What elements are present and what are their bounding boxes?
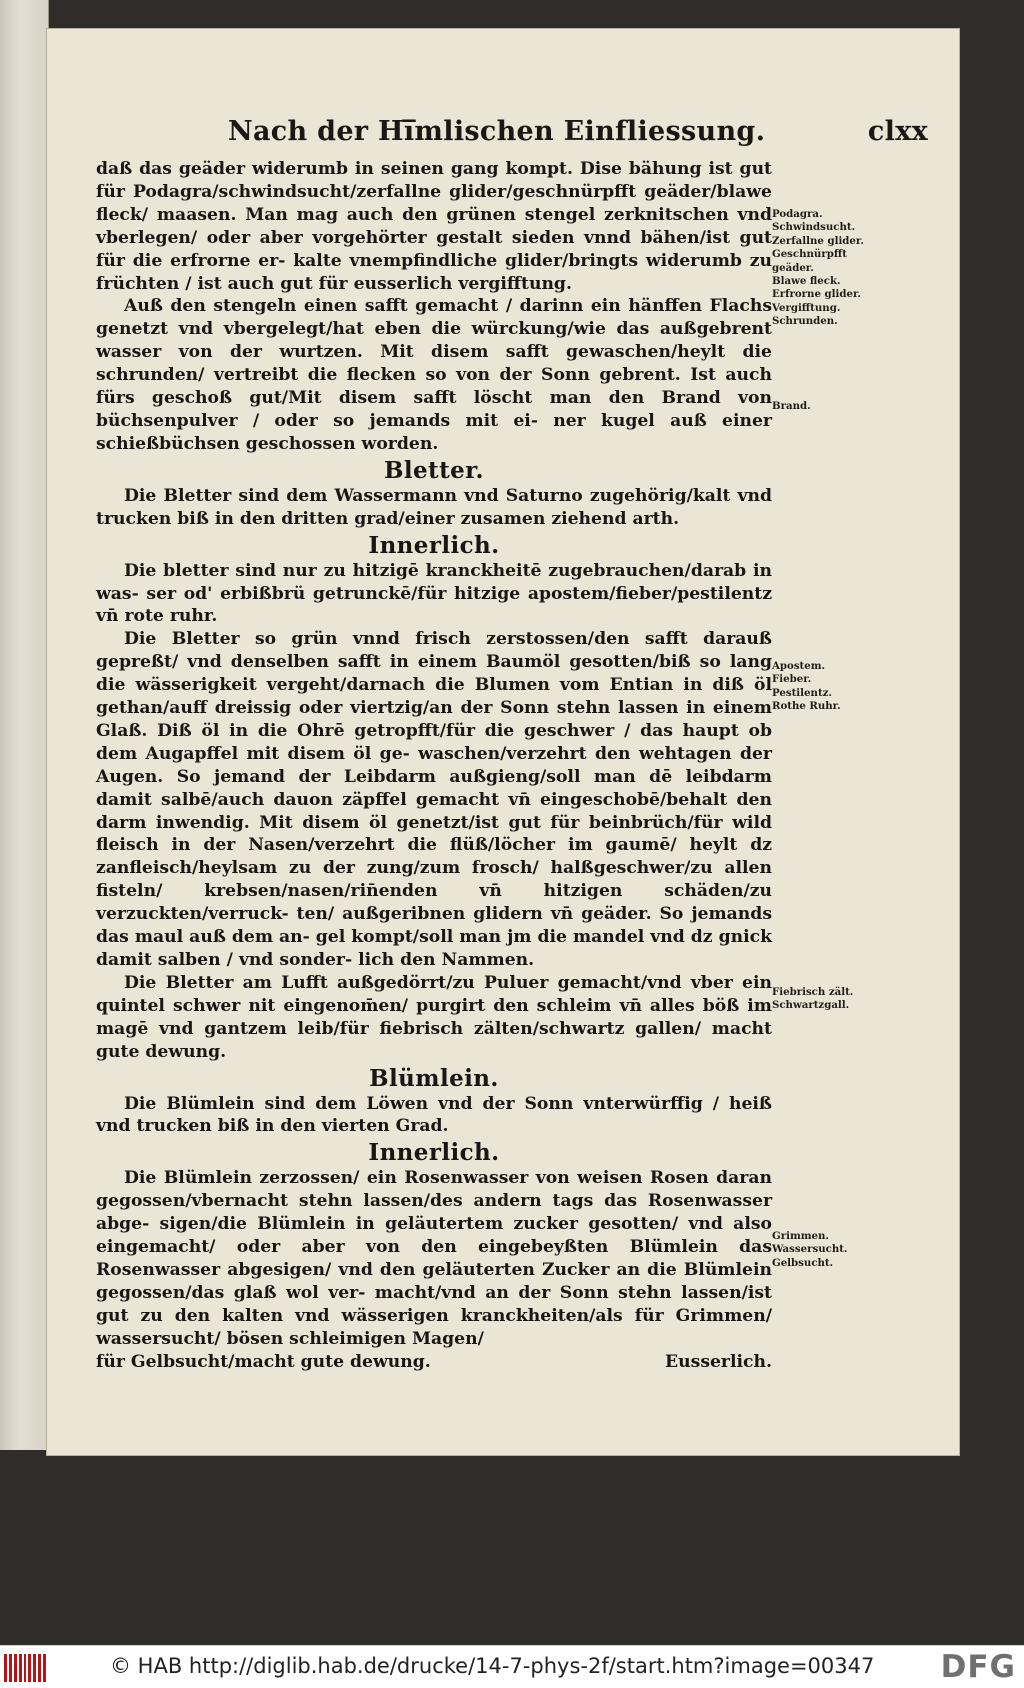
margin-note-group (772, 400, 878, 413)
paragraph-end: für Gelbsucht/macht gute dewung. (96, 1351, 431, 1372)
margin-note: Brand. (772, 400, 811, 412)
last-line (96, 1351, 772, 1374)
margin-note: Fieber. (772, 673, 812, 686)
margin-note: Wassersucht. (772, 1243, 848, 1256)
margin-note: Apostem. (772, 660, 826, 672)
paragraph: Auß den stengeln einen safft gemacht / darinn ein hänffen Flachs genetzt vnd vbergelegt/hat eben die würckung/wie das außgebrent wasser von der wurtzen. Mit disem safft gewaschen/heylt die schrunden/ vertreibt die flecken so von der Sonn gebrent. Ist auch fürs geschoß gut/Mit disem safft löscht man den Brand von büchsenpulver / oder so jemands mit ei- ner kugel auß einer schießbüchsen geschossen worden. (96, 296, 772, 454)
margin-note: Rothe Ruhr. (772, 700, 841, 713)
section-heading: Blümlein. (369, 1064, 499, 1092)
viewer-footer (0, 1645, 1024, 1688)
paragraph: Die bletter sind nur zu hitzigē kranckheitē zugebrauchen/darab in was- ser od' erbißbrü getrunckē/für hitzige apostem/fieber/pestilentz vn̄ rote ruhr. (96, 560, 772, 627)
margin-note: Pestilentz. (772, 686, 832, 699)
margin-note: Zerfallne glider. (772, 234, 864, 247)
page-header (228, 116, 928, 162)
margin-note: geäder. (772, 261, 814, 274)
margin-note: Gelbsucht. (772, 1256, 834, 1269)
running-title: Nach der Hi̅mlischen Einfliessung. (228, 116, 766, 147)
margin-note: Erfrorne glider. (772, 288, 861, 301)
copyright-link[interactable]: © HAB http://diglib.hab.de/drucke/14-7-phys-2f/start.htm?image=00347 (110, 1654, 875, 1678)
hab-barcode-icon (4, 1654, 46, 1682)
page-body (96, 158, 772, 1374)
margin-note: Schrunden. (772, 315, 838, 328)
margin-note: Fiebrisch zält. (772, 986, 854, 998)
folio-number: clxx (867, 116, 928, 147)
margin-note-group (772, 1230, 878, 1270)
margin-note: Schwartzgall. (772, 999, 850, 1012)
section-heading: Innerlich. (368, 531, 500, 559)
margin-note: Podagra. (772, 208, 823, 220)
paragraph: daß das geäder widerumb in seinen gang kompt. Dise bähung ist gut für Podagra/schwindsucht/zerfallne glider/geschnürpfft geäder/blawe fleck/ maasen. Man mag auch den grünen stengel zerknitschen vnd vberlegen/ oder aber vorgehörter gestalt sieden vnnd bähen/ist gut für die erfrorne er- kalte vnempfindliche glider/bringts widerumb zu früchten / ist auch gut für eusserlich vergifftung. (96, 159, 772, 294)
margin-note: Geschnürpfft (772, 248, 847, 261)
section-heading: Bletter. (384, 456, 484, 484)
paragraph: Die Bletter so grün vnnd frisch zerstossen/den safft darauß gepreßt/ vnd denselben safft in einem Baumöl gesotten/biß so lang die wässerigkeit vergeht/darnach die Blumen vom Entian in diß öl gethan/auff dreissig oder viertzig/an der Sonn stehn lassen in einem Glaß. Diß öl in die Ohrē getropfft/für die geschwer / das haupt ob dem Augapffel mit disem öl ge- waschen/verzehrt den wehtagen der Augen. So jemand der Leibdarm außgieng/soll man dē leibdarm damit salbē/auch dauon zäpffel gemacht vn̄ eingeschobē/behalt den darm inwendig. Mit disem öl genetzt/ist gut für beinbrüch/für wild fleisch in der Nasen/verzehrt die flüß/löcher im gaumē/ heylt dz zanfleisch/heylsam zu der zung/zum frosch/ halßgeschwer/zu allen fisteln/ krebsen/nasen/rin̄enden vn̄ hitzigen schäden/zu verzuckten/verruck- ten/ außgeribnen glidern vn̄ geäder. So jemands das maul auß dem an- gel kompt/soll man jm die mandel vnd dz gnick damit salben / vnd sonder- lich den Nammen. (96, 629, 772, 970)
margin-note-group (772, 208, 878, 329)
dfg-logo: DFG (940, 1649, 1016, 1685)
paragraph: Die Bletter sind dem Wassermann vnd Saturno zugehörig/kalt vnd trucken biß in den dritten grad/einer zusamen ziehend arth. (96, 485, 772, 529)
paragraph: Die Blümlein sind dem Löwen vnd der Sonn vnterwürffig / heiß vnd trucken biß in den vierten Grad. (96, 1093, 772, 1137)
catchword: Eusserlich. (665, 1351, 772, 1372)
margin-note-group (772, 986, 878, 1013)
paragraph: Die Blümlein zerzossen/ ein Rosenwasser von weisen Rosen daran gegossen/vbernacht stehn lassen/des andern tags das Rosenwasser abge- sigen/die Blümlein in geläutertem zucker gesotten/ vnd also eingemacht/ oder aber von den eingebeyßten Blümlein das Rosenwasser abgesigen/ vnd den geläuterten Zucker an die Blümlein gegossen/das glaß wol ver- macht/vnd an der Sonn stehn lassen/ist gut zu den kalten vnd wässerigen kranckheiten/als für Grimmen/ wassersucht/ bösen schleimigen Magen/ (96, 1168, 772, 1349)
margin-note-group (772, 660, 878, 714)
margin-note: Blawe fleck. (772, 275, 841, 288)
paragraph: Die Bletter am Lufft außgedörrt/zu Puluer gemacht/vnd vber ein quintel schwer nit eingenom̄en/ purgirt den schleim vn̄ alles böß im magē vnd gantzem leib/für fiebrisch zälten/schwartz gallen/ macht gute dewung. (96, 972, 772, 1062)
margin-note: Grimmen. (772, 1230, 829, 1242)
facing-page-edge (0, 0, 49, 1450)
margin-note: Vergifftung. (772, 301, 841, 314)
section-heading: Innerlich. (368, 1139, 500, 1167)
margin-note: Schwindsucht. (772, 221, 856, 234)
